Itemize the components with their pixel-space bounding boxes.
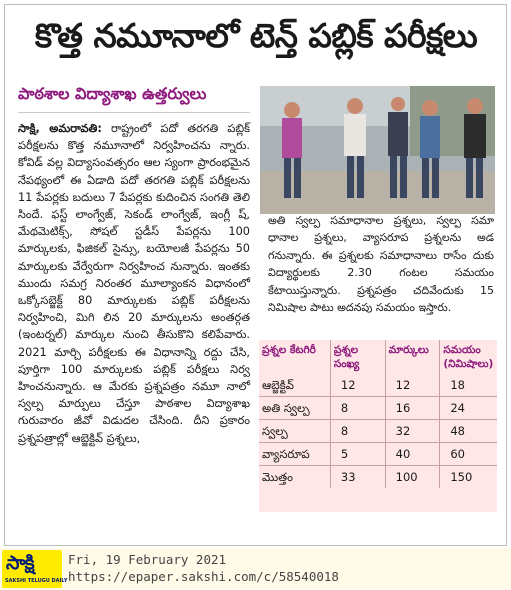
article-left-column: [18, 120, 250, 447]
table-cell: 8: [330, 420, 385, 443]
table-row: [259, 443, 497, 466]
table-cell: 8: [330, 397, 385, 420]
table-cell: 150: [440, 466, 497, 489]
table-cell: అతి స్వల్ప: [259, 397, 330, 420]
publication-date: Fri, 19 February 2021: [68, 552, 227, 567]
table-cell: 48: [440, 420, 497, 443]
table-row: [259, 397, 497, 420]
article-dateline: సాక్షి, అమరావతి:: [18, 122, 102, 135]
table-cell: 60: [440, 443, 497, 466]
table-header: ప్రశ్నల సంఖ్య: [330, 340, 385, 374]
sakshi-logo-subtext: SAKSHI TELUGU DAILY: [5, 578, 68, 584]
sakshi-logo-text: సాక్షి: [6, 552, 34, 574]
table-header: మార్కులు: [385, 340, 440, 374]
table-total-row: [259, 466, 497, 489]
table-row: [259, 420, 497, 443]
students-photo: [260, 86, 495, 214]
table-cell: ఆబ్జెక్టివ్: [259, 374, 330, 397]
article-right-column: అతి స్వల్ప సమాధానాల ప్రశ్నలు, స్వల్ప సమా ధానాల ప్రశ్నలు, వ్యాసరూప ప్రశ్నలను అడ గనున్నారు. ఈ ప్రశ్నలకు సమాధానాలు రాసేం దుకు విద్యార్థులకు 2.30 గంటల సమయం కేటాయిస్తున్నారు. ప్రశ్నపత్రం చదివేందుకు 15 నిమిషాల పాటు అదనపు సమయం ఇస్తారు.: [268, 214, 494, 315]
table-row: [259, 374, 497, 397]
epaper-url-link[interactable]: https://epaper.sakshi.com/c/58540018: [68, 569, 339, 584]
exam-pattern-table-container: [259, 340, 497, 512]
article-subheadline: పాఠశాల విద్యాశాఖ ఉత్తర్వులు: [18, 84, 207, 103]
students-photo-illustration: [260, 86, 495, 214]
table-cell: 5: [330, 443, 385, 466]
table-cell: మొత్తం: [262, 470, 293, 484]
table-cell: స్వల్ప: [259, 420, 330, 443]
sakshi-logo[interactable]: [2, 550, 68, 588]
table-header: ప్రశ్నల కేటగిరీ: [262, 344, 316, 356]
table-header: సమయం (నిమిషాలు): [440, 340, 497, 374]
article-headline: కొత్త నమూనాలో టెన్త్ పబ్లిక్ పరీక్షలు: [34, 16, 478, 55]
table-cell: 16: [385, 397, 440, 420]
subheadline-divider: [18, 112, 250, 113]
table-header-row: [259, 340, 497, 374]
article-left-body: రాష్ట్రంలో పదో తరగతి పబ్లిక్ పరీక్షలను కొత్త నమూనాలో నిర్వహించను న్నారు. కోవిడ్ వల్ల విద్యాసంవత్సరం ఆల స్యంగా ప్రారంభమైన నేపథ్యంలో ఈ ఏడాది పదో తరగతి పబ్లిక్ పరీక్షలను 11 పేపర్లకు బదులు 7 పేపర్లకు కుదించిన సంగతి తెలి సిందే. ఫస్ట్ లాంగ్వేజ్, సెకండ్ లాంగ్వేజ్, ఇంగ్లీ ష్, మేథమెటిక్స్, సోషల్ స్టడీస్ పేపర్లను 100 మార్కులకు, ఫిజికల్ సైన్సు, బయోలజీ పేపర్లను 50 మార్కులకు వేర్వేరుగా నిర్వహించ నున్నారు. ఇంతకు ముందు సమగ్ర నిరంతర మూల్యాంకన విధానంలో ఒక్కోసబ్జెక్ట్ 80 మార్కులకు పబ్లిక్ పరీక్షలను నిర్వహించి, మిగి లిన 20 మార్కులను అంతర్గత (ఇంటర్నల్) మార్కుల నుంచి తీసుకొని కలిపేవారు. 2021 మార్చి పరీక్షలకు ఈ విధానాన్ని రద్దు చేసి, పూర్తిగా 100 మార్కులకు పబ్లిక్ పరీక్షలు నిర్వ హించనున్నారు. ఆ మేరకు ప్రశ్నపత్రం నమూ నాలో స్వల్ప మార్పులు చేస్తూ పాఠశాల విద్యాశాఖ గురువారం జీవో విడుదల చేసింది. దీని ప్రకారం ప్రశ్నపత్రాల్లో ఆబ్జెక్టివ్ ప్రశ్నలు,: [18, 122, 250, 445]
table-cell: వ్యాసరూప: [259, 443, 330, 466]
epaper-footer: [0, 548, 511, 590]
table-cell: 100: [385, 466, 440, 489]
table-cell: 12: [385, 374, 440, 397]
table-cell: 33: [330, 466, 385, 489]
exam-pattern-table: [259, 340, 497, 488]
table-cell: 18: [440, 374, 497, 397]
table-cell: 32: [385, 420, 440, 443]
table-cell: 24: [440, 397, 497, 420]
table-cell: 12: [330, 374, 385, 397]
table-cell: 40: [385, 443, 440, 466]
